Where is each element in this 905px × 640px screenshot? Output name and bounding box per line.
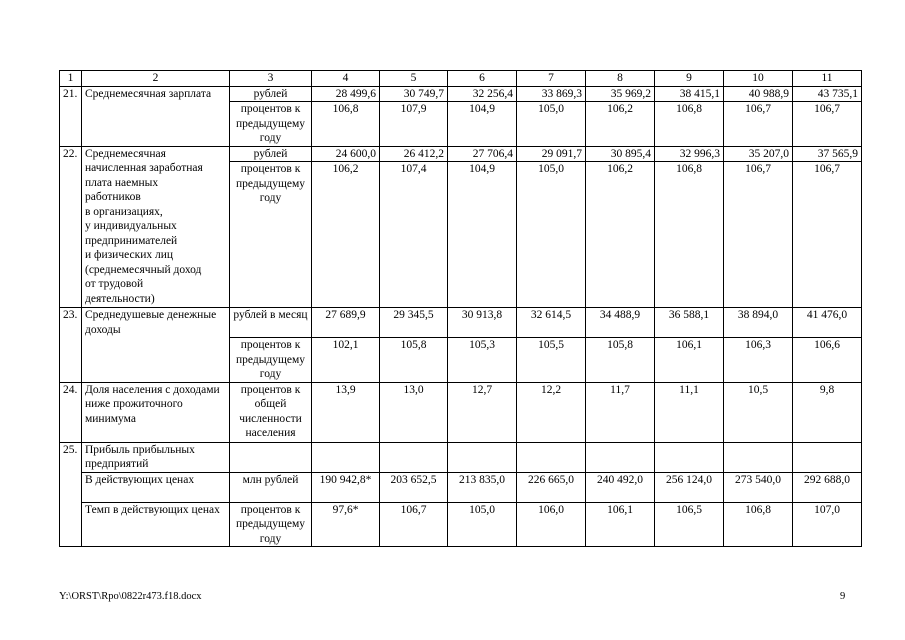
value-cell: 106,2 <box>586 102 655 147</box>
value-cell: 105,3 <box>448 338 517 383</box>
unit-cell: рублей <box>230 86 312 102</box>
value-cell: 106,8 <box>655 102 724 147</box>
table-row <box>60 146 862 162</box>
name-line: от трудовой <box>85 278 144 290</box>
row-number: 23. <box>60 308 82 383</box>
value-cell: 106,7 <box>724 102 793 147</box>
value-cell: 38 415,1 <box>655 86 724 102</box>
value-cell: 32 256,4 <box>448 86 517 102</box>
value-cell: 29 345,5 <box>380 308 448 338</box>
value-cell: 13,0 <box>380 382 448 442</box>
value-cell: 30 895,4 <box>586 146 655 162</box>
value-cell: 105,0 <box>517 162 586 308</box>
unit-cell: процентов к предыдущему году <box>230 162 312 308</box>
value-cell: 35 969,2 <box>586 86 655 102</box>
value-cell: 106,1 <box>655 338 724 383</box>
value-cell: 104,9 <box>448 162 517 308</box>
name-line: Среднемесячная <box>85 147 166 160</box>
value-cell: 106,5 <box>655 502 724 547</box>
value-cell: 106,2 <box>312 162 380 308</box>
unit-cell: процентов к общей численности населения <box>230 382 312 442</box>
indicator-subname: В действующих ценах <box>82 472 230 502</box>
table-row <box>60 308 862 338</box>
col-header: 3 <box>230 71 312 87</box>
value-cell: 40 988,9 <box>724 86 793 102</box>
unit-cell: рублей в месяц <box>230 308 312 338</box>
name-line: у индивидуальных <box>85 220 177 232</box>
value-cell: 106,8 <box>312 102 380 147</box>
value-cell: 107,9 <box>380 102 448 147</box>
table-row <box>60 382 862 442</box>
value-cell: 106,7 <box>380 502 448 547</box>
value-cell: 26 412,2 <box>380 146 448 162</box>
value-cell: 32 614,5 <box>517 308 586 338</box>
col-header: 2 <box>82 71 230 87</box>
row-number: 24. <box>60 382 82 442</box>
indicator-name: Среднедушевые денежные доходы <box>82 308 230 383</box>
value-cell: 256 124,0 <box>655 472 724 502</box>
value-cell: 105,0 <box>448 502 517 547</box>
value-cell: 29 091,7 <box>517 146 586 162</box>
value-cell: 9,8 <box>793 382 862 442</box>
value-cell: 38 894,0 <box>724 308 793 338</box>
value-cell: 24 600,0 <box>312 146 380 162</box>
value-cell: 106,7 <box>724 162 793 308</box>
unit-cell: процентов к предыдущему году <box>230 338 312 383</box>
value-cell: 27 689,9 <box>312 308 380 338</box>
unit-cell: процентов к предыдущему году <box>230 502 312 547</box>
name-line: и физических лиц <box>85 249 174 261</box>
value-cell: 105,8 <box>586 338 655 383</box>
forecast-table <box>59 70 862 547</box>
col-header: 5 <box>380 71 448 87</box>
value-cell: 292 688,0 <box>793 472 862 502</box>
value-cell: 12,7 <box>448 382 517 442</box>
name-line: предпринимателей <box>85 234 178 247</box>
name-line: деятельности) <box>85 292 155 305</box>
value-cell: 35 207,0 <box>724 146 793 162</box>
value-cell: 107,0 <box>793 502 862 547</box>
value-cell: 106,0 <box>517 502 586 547</box>
value-cell: 213 835,0 <box>448 472 517 502</box>
value-cell: 106,7 <box>793 102 862 147</box>
indicator-subname: Темп в действующих ценах <box>82 502 230 547</box>
value-cell: 33 869,3 <box>517 86 586 102</box>
name-line: (среднемесячный доход <box>85 263 202 276</box>
value-cell: 226 665,0 <box>517 472 586 502</box>
footer-page-number: 9 <box>840 591 846 602</box>
value-cell: 240 492,0 <box>586 472 655 502</box>
table-row <box>60 442 862 472</box>
value-cell: 43 735,1 <box>793 86 862 102</box>
value-cell: 12,2 <box>517 382 586 442</box>
value-cell: 11,7 <box>586 382 655 442</box>
table-row <box>60 472 862 502</box>
value-cell: 34 488,9 <box>586 308 655 338</box>
value-cell: 30 913,8 <box>448 308 517 338</box>
header-row <box>60 71 862 87</box>
col-header: 1 <box>60 71 82 87</box>
value-cell: 32 996,3 <box>655 146 724 162</box>
value-cell: 97,6* <box>312 502 380 547</box>
col-header: 11 <box>793 71 862 87</box>
value-cell: 106,8 <box>724 502 793 547</box>
value-cell: 106,7 <box>793 162 862 308</box>
indicator-name: Среднемесячная зарплата <box>82 86 230 146</box>
indicator-name: Доля населения с доходами ниже прожиточного минимума <box>82 382 230 442</box>
value-cell: 104,9 <box>448 102 517 147</box>
table-row <box>60 86 862 102</box>
value-cell: 41 476,0 <box>793 308 862 338</box>
row-number: 22. <box>60 146 82 308</box>
value-cell: 13,9 <box>312 382 380 442</box>
unit-cell: процентов к предыдущему году <box>230 102 312 147</box>
col-header: 6 <box>448 71 517 87</box>
value-cell: 105,8 <box>380 338 448 383</box>
name-line: плата наемных <box>85 176 159 189</box>
value-cell: 27 706,4 <box>448 146 517 162</box>
value-cell: 107,4 <box>380 162 448 308</box>
row-number: 21. <box>60 86 82 146</box>
value-cell: 106,3 <box>724 338 793 383</box>
value-cell: 37 565,9 <box>793 146 862 162</box>
col-header: 8 <box>586 71 655 87</box>
value-cell: 190 942,8* <box>312 472 380 502</box>
footer-file-path: Y:\ORST\Rpo\0822r473.f18.docx <box>59 591 202 602</box>
value-cell: 36 588,1 <box>655 308 724 338</box>
value-cell: 30 749,7 <box>380 86 448 102</box>
unit-cell: рублей <box>230 146 312 162</box>
value-cell: 105,0 <box>517 102 586 147</box>
col-header: 9 <box>655 71 724 87</box>
value-cell: 28 499,6 <box>312 86 380 102</box>
value-cell: 102,1 <box>312 338 380 383</box>
row-number: 25. <box>60 442 82 547</box>
name-line: в организациях, <box>85 205 163 218</box>
name-line: начисленная заработная <box>85 162 203 174</box>
value-cell: 11,1 <box>655 382 724 442</box>
value-cell: 106,6 <box>793 338 862 383</box>
col-header: 7 <box>517 71 586 87</box>
indicator-name <box>82 146 230 308</box>
value-cell: 10,5 <box>724 382 793 442</box>
value-cell: 105,5 <box>517 338 586 383</box>
col-header: 4 <box>312 71 380 87</box>
value-cell: 273 540,0 <box>724 472 793 502</box>
value-cell: 106,8 <box>655 162 724 308</box>
col-header: 10 <box>724 71 793 87</box>
value-cell: 203 652,5 <box>380 472 448 502</box>
value-cell: 106,1 <box>586 502 655 547</box>
name-line: работников <box>85 191 141 203</box>
unit-cell: млн рублей <box>230 472 312 502</box>
indicator-name: Прибыль прибыльных предприятий <box>82 442 230 472</box>
table-row <box>60 502 862 547</box>
value-cell: 106,2 <box>586 162 655 308</box>
